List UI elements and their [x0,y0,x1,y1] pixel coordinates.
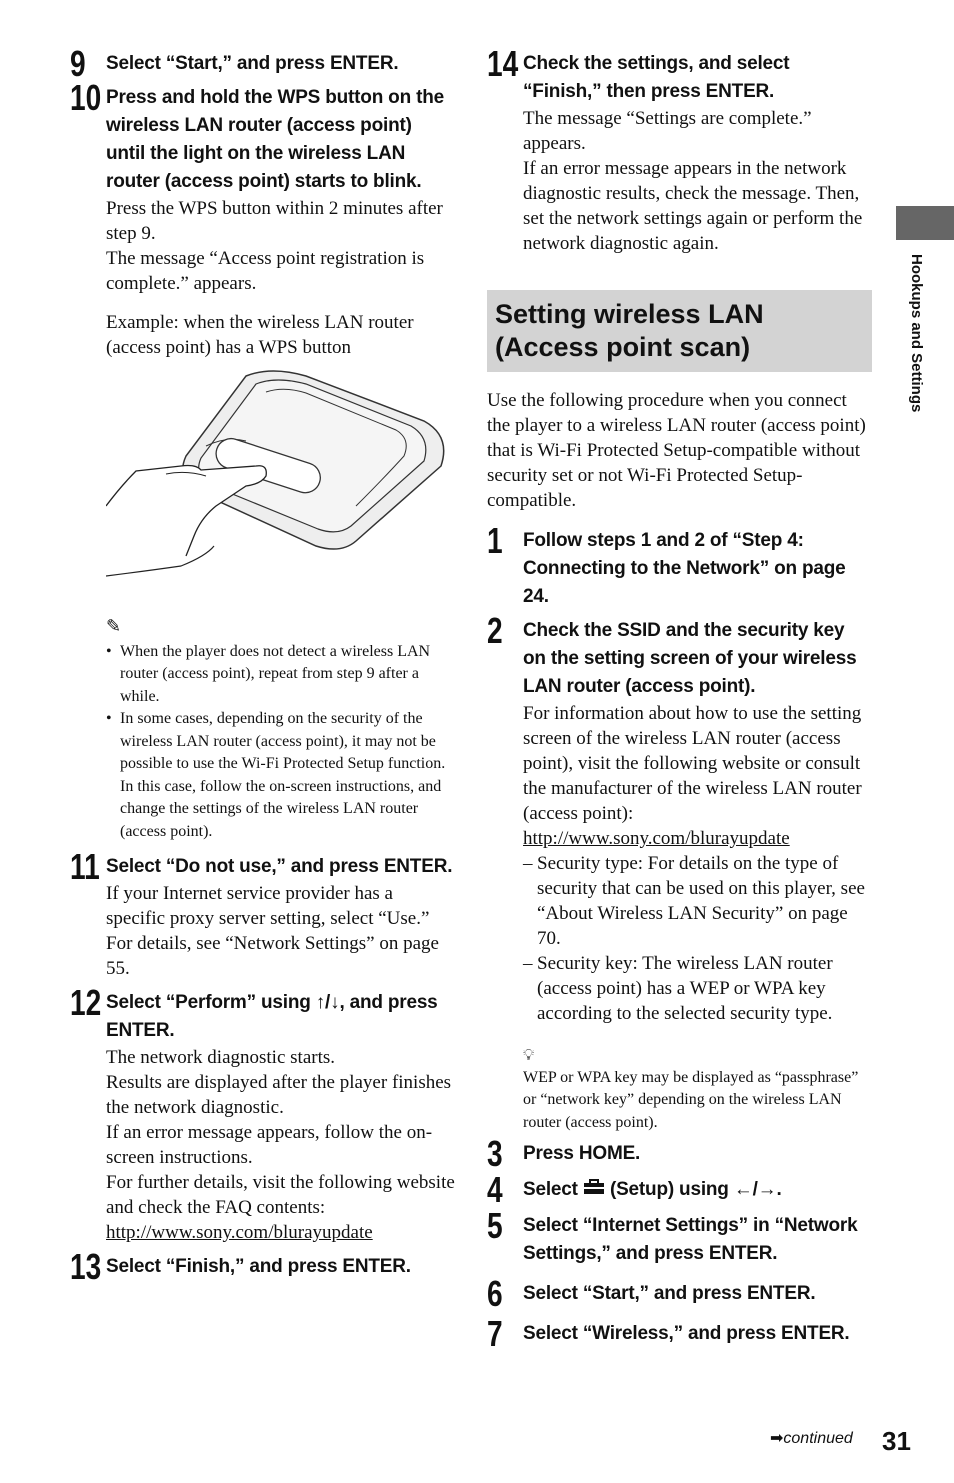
step-number: 2 [487,610,503,651]
note-icon: ✎ [106,616,122,637]
dash-list [523,851,872,1026]
step-9 [70,43,455,84]
step-number: 1 [487,520,503,561]
step-heading: Select “Start,” and press ENTER. [523,1283,816,1304]
paragraph: If an error message appears in the network diagnostic results, check the message. Then, set the network settings again or perform the network diagnostic again. [523,158,863,254]
step-number: 3 [487,1133,503,1174]
paragraph: The network diagnostic starts. [106,1047,336,1068]
url-link[interactable]: http://www.sony.com/blurayupdate [523,828,790,849]
step-13 [70,1246,455,1287]
note-list [106,641,455,844]
step-number: 13 [70,1246,102,1287]
right-column [487,43,872,1354]
section-heading: Setting wireless LAN (Access point scan) [487,290,872,372]
step-number: 7 [487,1313,503,1354]
step-7 [487,1313,872,1354]
step-heading: Check the settings, and select “Finish,” then press ENTER. [523,53,790,102]
heading-text: , and press ENTER. [106,992,438,1041]
url-link[interactable]: http://www.sony.com/blurayupdate [106,1222,373,1243]
step-heading: Select “Do not use,” and press ENTER. [106,856,453,877]
continued-label: continued [783,1430,853,1447]
step-number: 11 [70,846,100,887]
page-footer [770,1426,911,1456]
step-heading: Press HOME. [523,1143,641,1164]
step-number: 10 [70,77,102,118]
step-4 [487,1169,872,1210]
paragraph: Example: when the wireless LAN router (access point) has a WPS button [106,312,414,358]
left-right-arrow-icon: ←/→ [733,1179,777,1200]
side-tab-marker [896,206,954,240]
list-item: • When the player does not detect a wireless LAN router (access point), repeat from step 9 after a while. [106,641,455,709]
step-heading: Select “Internet Settings” in “Network Settings,” and press ENTER. [523,1215,858,1264]
step-number: 9 [70,43,86,84]
step-heading: Press and hold the WPS button on the wireless LAN router (access point) until the light on the wireless LAN router (access point) starts to blink. [106,87,444,192]
paragraph: If your Internet service provider has a specific proxy server setting, select “Use.” For details, see “Network Settings” on page 55. [106,883,439,979]
up-down-arrow-icon: ↑/↓ [315,992,340,1013]
step-3 [487,1133,872,1174]
step-heading: Select “Start,” and press ENTER. [106,53,399,74]
page-number: 31 [882,1426,911,1456]
tip-text: WEP or WPA key may be displayed as “passphrase” or “network key” depending on the wireless LAN router (access point). [523,1068,859,1131]
step-number: 14 [487,43,519,84]
step-heading: Select “Finish,” and press ENTER. [106,1256,411,1277]
step-number: 5 [487,1205,503,1246]
heading-text: Select [523,1179,583,1200]
step-5 [487,1205,872,1268]
step-11 [70,846,455,981]
side-tab-label: Hookups and Settings [908,254,925,413]
step-10 [70,77,455,360]
setup-toolbox-icon [583,1176,605,1204]
step-12 [70,982,455,1245]
step-heading [523,1176,872,1204]
heading-text: Select “Perform” using [106,992,316,1013]
paragraph: Results are displayed after the player finishes the network diagnostic. [106,1072,452,1118]
list-item: • In some cases, depending on the security of the wireless LAN router (access point), it may not be possible to use the Wi-Fi Protected Setup function. In this case, follow the on-screen instructions, and change the settings of the wireless LAN router (access point). [106,708,455,843]
paragraph: The message “Access point registration is complete.” appears. [106,248,425,294]
left-column [70,43,455,1287]
paragraph: For further details, visit the following website and check the FAQ contents: [106,1172,455,1218]
step-6 [487,1273,872,1314]
step-heading [106,989,455,1045]
step-heading: Check the SSID and the security key on the setting screen of your wireless LAN router (access point). [523,620,857,697]
list-item: – Security type: For details on the type of security that can be used on this player, see “About Wireless LAN Security” on page 70. [523,851,872,951]
step-number: 6 [487,1273,503,1314]
heading-text: . [776,1179,782,1200]
list-item: – Security key: The wireless LAN router (access point) has a WEP or WPA key according to the selected security type. [523,951,872,1026]
note-box [106,616,455,843]
arrow-right-icon: ➡ [770,1430,784,1447]
step-heading: Select “Wireless,” and press ENTER. [523,1323,850,1344]
paragraph: For information about how to use the setting screen of the wireless LAN router (access point), visit the following website or consult the manufacturer of the wireless LAN router (access point): [523,703,862,824]
step-number: 12 [70,982,102,1023]
tip-box [523,1044,872,1134]
paragraph: Press the WPS button within 2 minutes after step 9. [106,198,443,244]
step-2 [487,610,872,1026]
step-heading: Follow steps 1 and 2 of “Step 4: Connecting to the Network” on page 24. [523,530,846,607]
step-number: 4 [487,1169,503,1210]
paragraph: If an error message appears, follow the on-screen instructions. [106,1122,433,1168]
router-illustration [106,366,456,596]
step-1 [487,520,872,611]
paragraph: The message “Settings are complete.” appears. [523,108,812,154]
intro-paragraph: Use the following procedure when you connect the player to a wireless LAN router (access point) that is Wi-Fi Protected Setup-compatible without security set or not Wi-Fi Protected Setup-compatible. [487,390,866,511]
lightbulb-icon: 💡︎ [523,1045,535,1064]
step-14 [487,43,872,256]
heading-text: (Setup) using [604,1179,734,1200]
